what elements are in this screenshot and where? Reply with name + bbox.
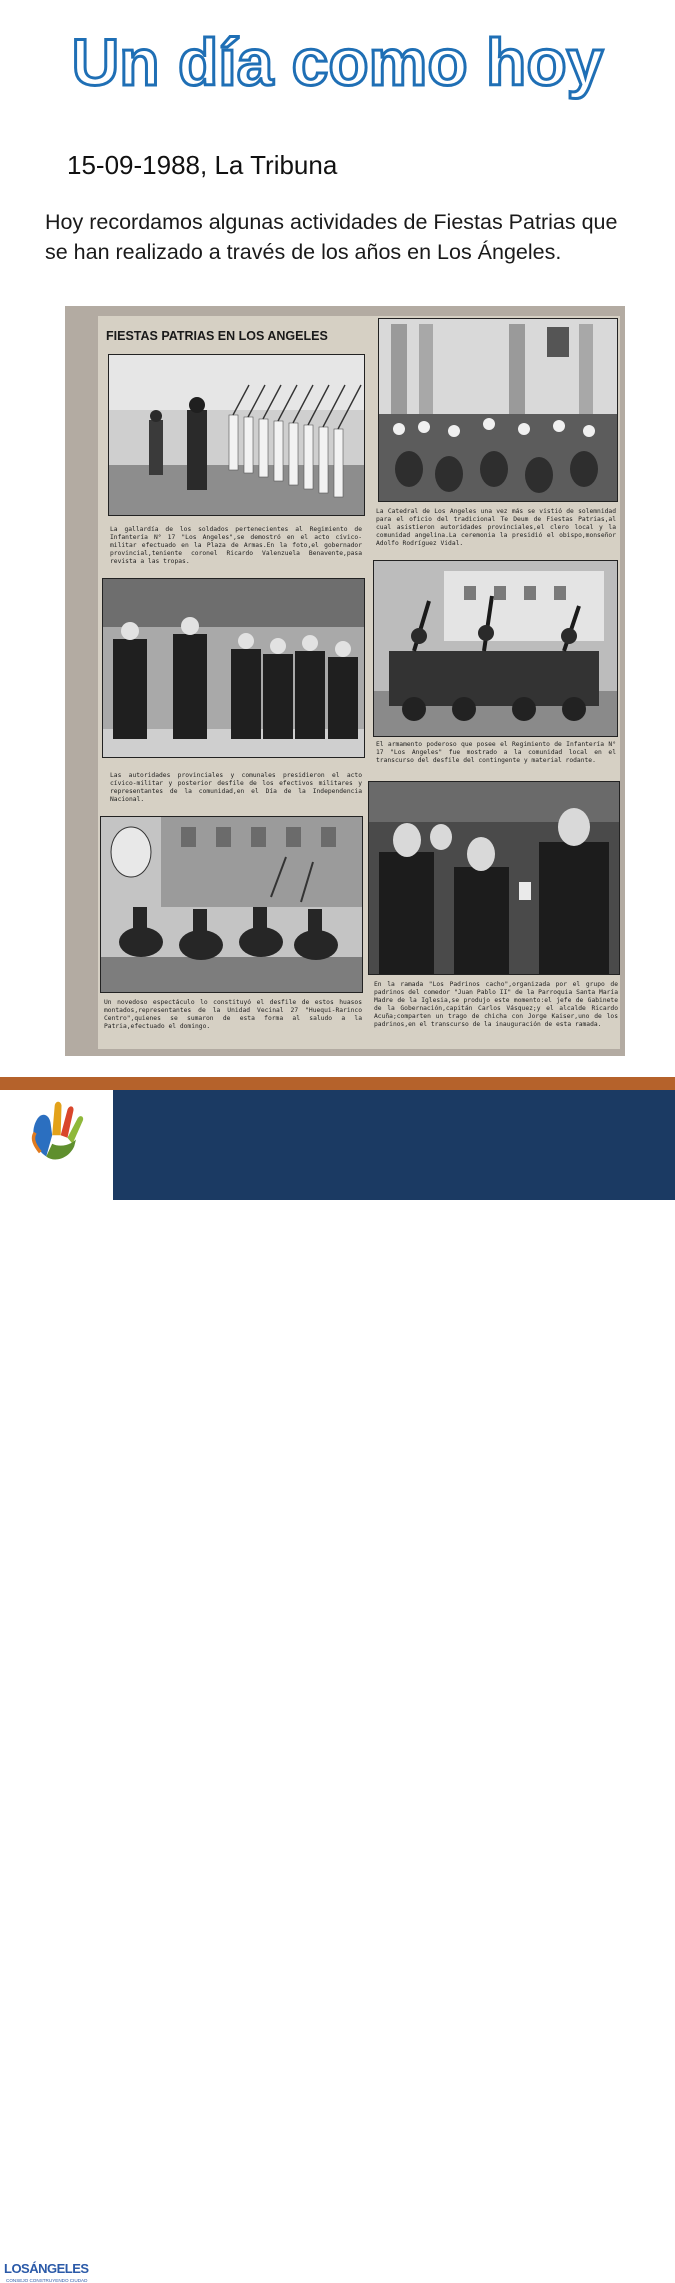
photo-authorities [102,578,365,758]
footer-accent-band [0,1077,675,1090]
photo-soldiers-review [108,354,365,516]
photo-armament [373,560,618,737]
photo-huasos-parade [100,816,363,993]
date-source-line: 15-09-1988, La Tribuna [67,150,338,180]
logo-wordmark: LOSÁNGELES [4,2261,89,2276]
photo-ramada [368,781,620,975]
photo-cathedral [378,318,618,502]
newspaper-clipping [65,306,625,1056]
caption-huasos: Un novedoso espectáculo lo constituyó el desfile de estos huasos montados,representantes de la Unidad Vecinal 27 "Huequi-Rarinco Centro",quienes se sumaron de esta forma al saludo a la Patria,efectuado el domingo. [104,999,362,1030]
caption-ramada: En la ramada "Los Padrinos cacho",organizada por el grupo de padrinos del comedor "Juan Pablo II" de la Parroquia Santa María Madre de la Iglesia,se produjo este momento:el jefe de Gabinete de la Gobernación,capitán Carlos Vásquez;y el alcalde Ricardo Acuña;comparten un trago de chicha con Jorge Kaiser,uno de los padrinos,en el transcurso de la inauguración de esta ramada. [374,981,618,1028]
caption-cathedral: La Catedral de Los Angeles una vez más se vistió de solemnidad para el oficio del tradicional Te Deum de Fiestas Patrias,al cual asistieron autoridades provinciales,el clero local y la comunidad angelina.La ceremonia la presidió el obispo,monseñor Adolfo Rodríguez Vidal. [376,508,616,547]
logo-tagline: CONSEJO CONSTRUYENDO CIUDAD [6,2278,88,2283]
newspaper-page [98,316,620,1049]
clipping-heading: FIESTAS PATRIAS EN LOS ANGELES [106,329,328,343]
intro-paragraph: Hoy recordamos algunas actividades de Fiestas Patrias que se han realizado a través de los años en Los Ángeles. [45,210,618,264]
caption-armament: El armamento poderoso que posee el Regimiento de Infantería N° 17 "Los Angeles" fue mostrado a la comunidad local en el transcurso del desfile del contingente y material rodante. [376,741,616,764]
page-title: Un día como hoy [71,25,604,99]
caption-authorities: Las autoridades provinciales y comunales presidieron el acto cívico-militar y posterior desfile de los efectivos militares y representantes de la comunidad,en el Día de la Independencia Nacional. [110,772,362,803]
hand-emblem-icon [8,1094,104,1168]
caption-soldiers: La gallardía de los soldados pertenecientes al Regimiento de Infantería N° 17 "Los Angeles",se demostró en el acto cívico-militar efectuado en la Plaza de Armas.En la foto,el gobernador provincial,teniente coronel Ricardo Valenzuela Benavente,pasa revista a las tropas. [110,526,362,565]
municipality-logo [0,1090,113,2283]
